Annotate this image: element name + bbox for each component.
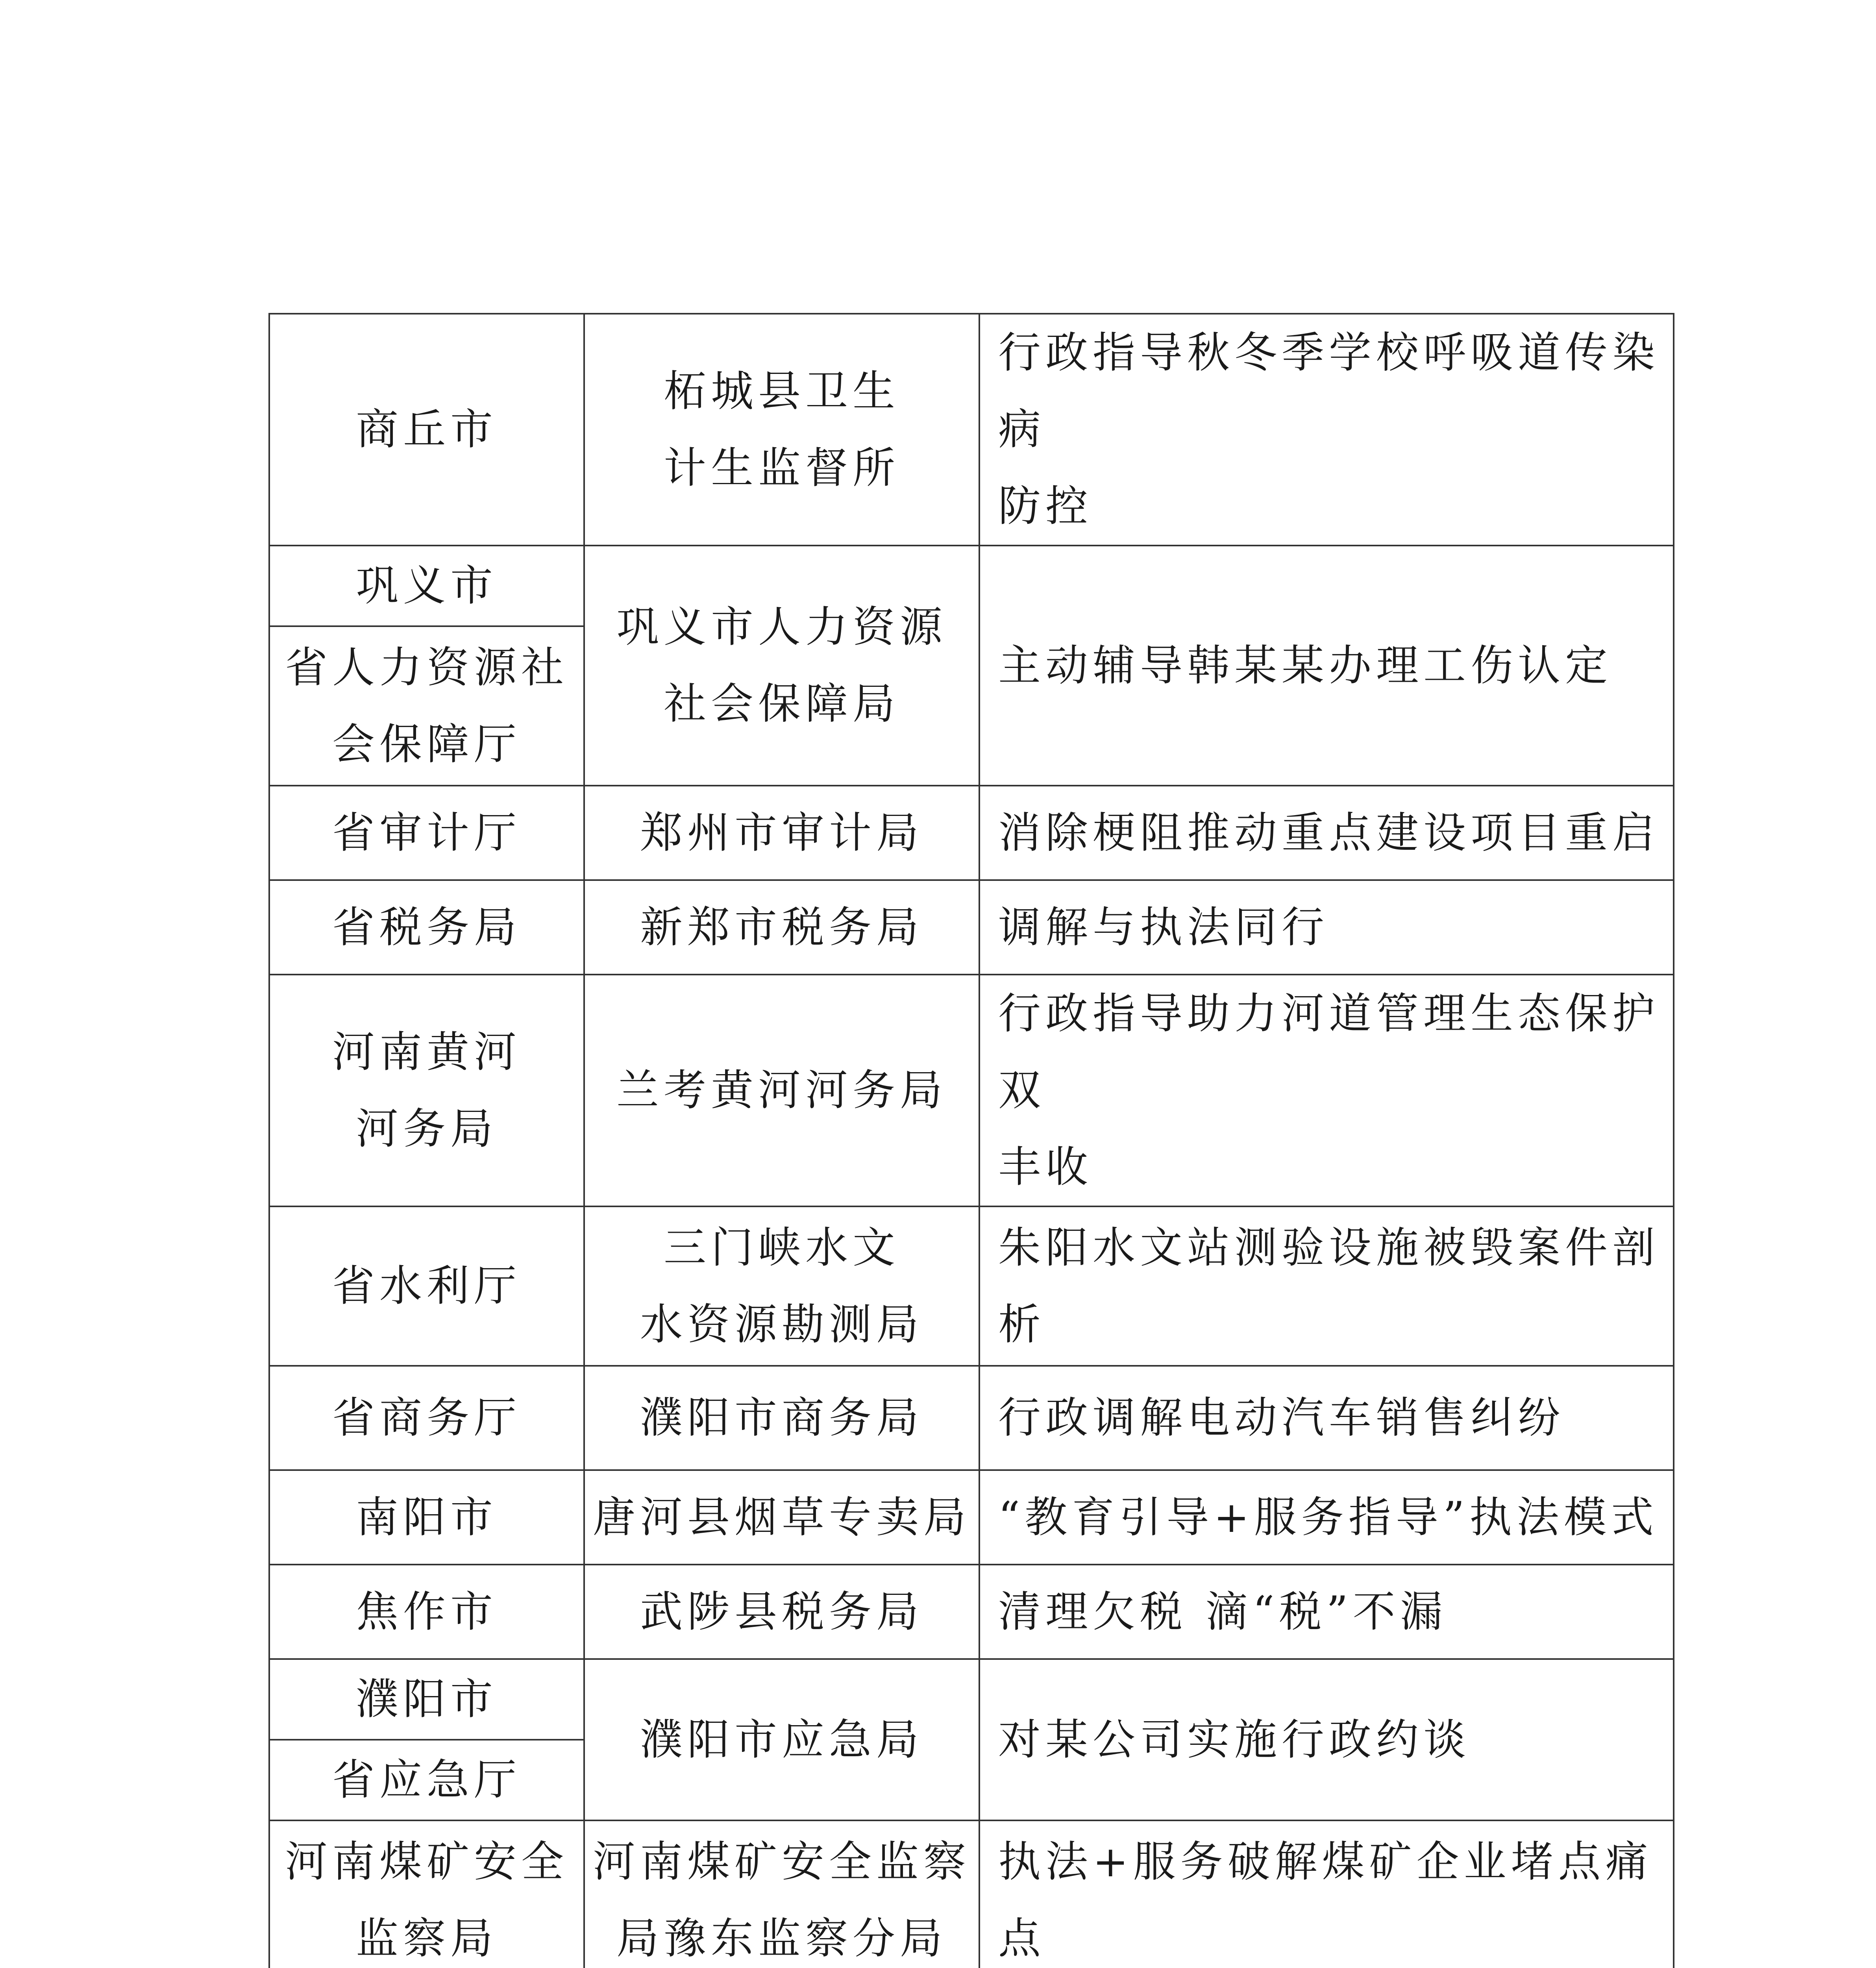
case-title-cell: 行政指导助力河道管理生态保护双 丰收 <box>979 975 1674 1206</box>
case-unit-cell: 郑州市审计局 <box>584 786 979 880</box>
table-row <box>269 1206 1674 1366</box>
case-unit-cell: 河南煤矿安全监察 局豫东监察分局 <box>584 1820 979 1968</box>
table-row <box>269 880 1674 975</box>
case-title-cell: 清理欠税 滴“税”不漏 <box>979 1565 1674 1659</box>
table-row <box>269 1659 1674 1740</box>
case-title-cell: 行政调解电动汽车销售纠纷 <box>979 1366 1674 1470</box>
case-unit-cell: 巩义市人力资源 社会保障局 <box>584 546 979 786</box>
submitting-unit-cell: 省水利厅 <box>269 1206 584 1366</box>
table-row <box>269 975 1674 1206</box>
submitting-unit-cell: 省税务局 <box>269 880 584 975</box>
table-row <box>269 1820 1674 1968</box>
submitting-unit-cell: 省人力资源社 会保障厅 <box>269 626 584 786</box>
case-title-cell: 主动辅导韩某某办理工伤认定 <box>979 546 1674 786</box>
document-table <box>268 313 1674 1968</box>
case-title-cell: 行政指导秋冬季学校呼吸道传染病 防控 <box>979 314 1674 546</box>
case-unit-cell: 濮阳市应急局 <box>584 1659 979 1820</box>
submitting-unit-cell: 濮阳市 <box>269 1659 584 1740</box>
submitting-unit-cell: 河南煤矿安全 监察局 <box>269 1820 584 1968</box>
submitting-unit-cell: 焦作市 <box>269 1565 584 1659</box>
case-title-cell: 朱阳水文站测验设施被毁案件剖析 <box>979 1206 1674 1366</box>
case-unit-cell: 柘城县卫生 计生监督所 <box>584 314 979 546</box>
submitting-unit-cell: 河南黄河 河务局 <box>269 975 584 1206</box>
case-unit-cell: 武陟县税务局 <box>584 1565 979 1659</box>
table-row <box>269 314 1674 546</box>
submitting-unit-cell: 南阳市 <box>269 1470 584 1565</box>
table-row <box>269 546 1674 626</box>
case-title-cell: 调解与执法同行 <box>979 880 1674 975</box>
case-unit-cell: 三门峡水文 水资源勘测局 <box>584 1206 979 1366</box>
case-title-cell: “教育引导+服务指导”执法模式 <box>979 1470 1674 1565</box>
submitting-unit-cell: 省商务厅 <box>269 1366 584 1470</box>
case-unit-cell: 唐河县烟草专卖局 <box>584 1470 979 1565</box>
case-unit-cell: 兰考黄河河务局 <box>584 975 979 1206</box>
case-unit-cell: 濮阳市商务局 <box>584 1366 979 1470</box>
case-unit-cell: 新郑市税务局 <box>584 880 979 975</box>
case-title-cell: 对某公司实施行政约谈 <box>979 1659 1674 1820</box>
submitting-unit-cell: 商丘市 <box>269 314 584 546</box>
table-row <box>269 1470 1674 1565</box>
submitting-unit-cell: 巩义市 <box>269 546 584 626</box>
case-title-cell: 消除梗阻推动重点建设项目重启 <box>979 786 1674 880</box>
table-row <box>269 786 1674 880</box>
submitting-unit-cell: 省审计厅 <box>269 786 584 880</box>
submitting-unit-cell: 省应急厅 <box>269 1740 584 1820</box>
case-title-cell: 执法+服务破解煤矿企业堵点痛点 <box>979 1820 1674 1968</box>
table-row <box>269 1366 1674 1470</box>
table-row <box>269 1565 1674 1659</box>
